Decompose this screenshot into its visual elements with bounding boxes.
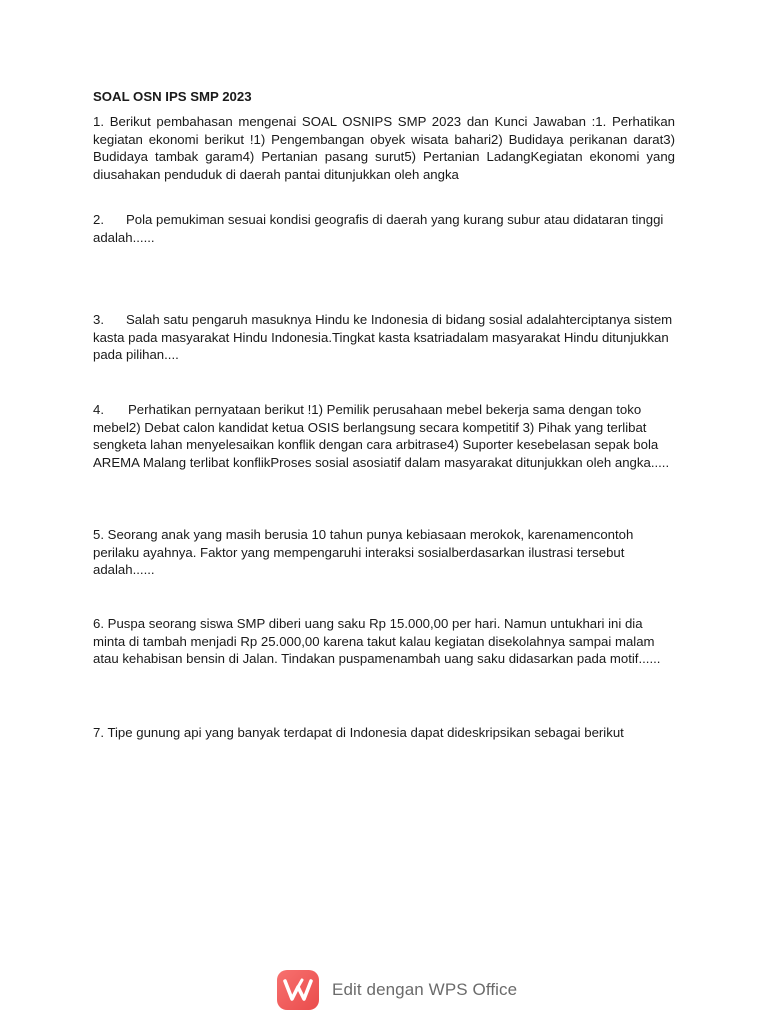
question-text: Puspa seorang siswa SMP diberi uang saku Rp 15.000,00 per hari. Namun untukhari ini dia minta di tambah menjadi Rp 25.000,00 karena takut kalau kegiatan disekolahnya sampai malam atau kehabisan bensin di Jalan. Tindakan puspamenambah uang saku didasarkan pada motif...... (93, 616, 661, 667)
question-number: 1. (93, 114, 104, 129)
question-4 (93, 401, 675, 471)
wps-office-icon (277, 970, 319, 1010)
question-number: 3. (93, 312, 104, 327)
wps-edit-label[interactable]: Edit dengan WPS Office (332, 980, 518, 999)
question-text: Tipe gunung api yang banyak terdapat di Indonesia dapat dideskripsikan sebagai berikut (107, 725, 624, 740)
document-title: SOAL OSN IPS SMP 2023 (93, 89, 252, 104)
question-number: 4. (93, 402, 104, 417)
question-number: 5. (93, 527, 104, 542)
question-text: Pola pemukiman sesuai kondisi geografis di daerah yang kurang subur atau didataran tinggi adalah...... (93, 212, 664, 245)
question-number: 6. (93, 616, 104, 631)
wps-edit-banner[interactable] (277, 968, 517, 1012)
question-number: 2. (93, 212, 104, 227)
question-1 (93, 113, 675, 183)
question-text: Seorang anak yang masih berusia 10 tahun punya kebiasaan merokok, karenamencontoh perilaku ayahnya. Faktor yang mempengaruhi interaksi sosialberdasarkan ilustrasi tersebut adalah...... (93, 527, 634, 578)
question-3 (93, 311, 675, 364)
question-number: 7. (93, 725, 104, 740)
question-2 (93, 211, 675, 246)
question-text: Berikut pembahasan mengenai SOAL OSNIPS SMP 2023 dan Kunci Jawaban :1. Perhatikan kegiatan ekonomi berikut !1) Pengembangan obyek wisata bahari2) Budidaya perikanan darat3) Budidaya tambak garam4) Pertanian pasang surut5) Pertanian LadangKegiatan ekonomi yang diusahakan penduduk di daerah pantai ditunjukkan oleh angka (93, 114, 675, 182)
question-5 (93, 526, 675, 579)
question-6 (93, 615, 675, 668)
question-text: Salah satu pengaruh masuknya Hindu ke Indonesia di bidang sosial adalahterciptanya sistem kasta pada masyarakat Hindu Indonesia.Tingkat kasta ksatriadalam masyarakat Hindu ditunjukkan pada pilihan.... (93, 312, 673, 363)
question-7 (93, 724, 675, 742)
question-text: Perhatikan pernyataan berikut !1) Pemilik perusahaan mebel bekerja sama dengan toko mebel2) Debat calon kandidat ketua OSIS berlangsung secara kompetitif 3) Pihak yang terlibat sengketa lahan menyelesaikan konflik dengan cara arbitrase4) Suporter kesebelasan sepak bola AREMA Malang terlibat konflikProses sosial asosiatif dalam masyarakat ditunjukkan oleh angka..... (93, 402, 670, 470)
